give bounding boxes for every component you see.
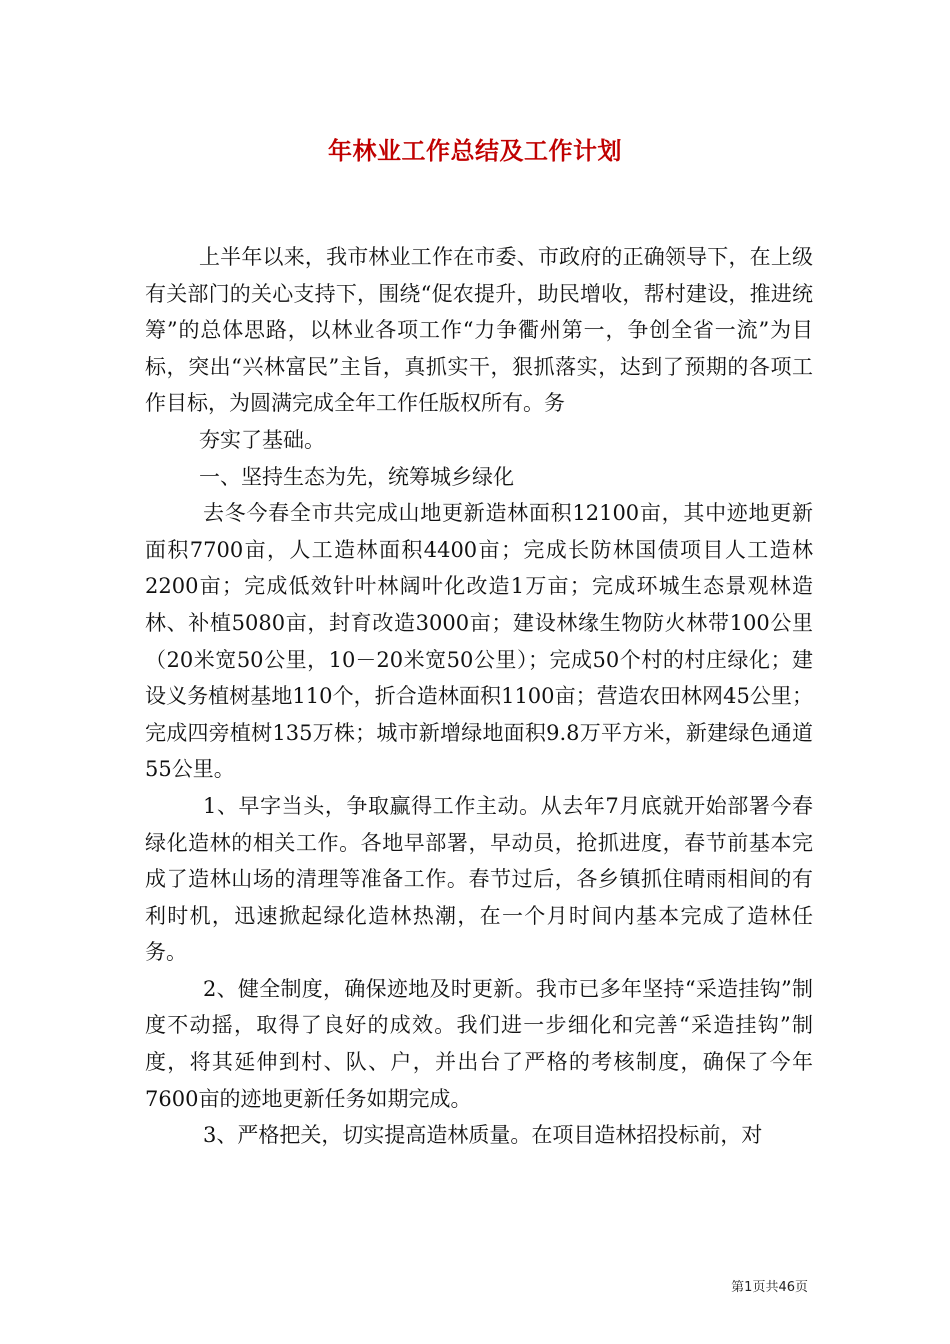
paragraph-item-3: 3、严格把关，切实提高造林质量。在项目造林招投标前，对	[203, 1123, 763, 1148]
paragraph-item-1: 1、早字当头，争取赢得工作主动。从去年7月底就开始部署今春绿化造林的相关工作。各地早部署，早动员，抢抓进度，春节前基本完成了造林山场的清理等准备工作。春节过后，各乡镇抓住晴雨相间的有利时机，迅速掀起绿化造林热潮，在一个月时间内基本完成了造林任务。	[145, 793, 813, 965]
paragraph-afforestation-stats: 去冬今春全市共完成山地更新造林面积12100亩，其中迹地更新面积7700亩，人工造林面积4400亩；完成长防林国债项目人工造林2200亩；完成低效针叶林阔叶化改造1万亩；完成环城生态景观林造林、补植5080亩，封育改造3000亩；建设林缘生物防火林带100公里（20米宽50公里，10－20米宽50公里）；完成50个村的村庄绿化；建设义务植树基地110个，折合造林面积1100亩；营造农田林网45公里；完成四旁植树135万株；城市新增绿地面积9.8万平方米，新建绿色通道55公里。	[145, 501, 813, 782]
section-heading-ecology: 一、坚持生态为先，统筹城乡绿化	[199, 464, 514, 489]
page-number: 第1页共46页	[731, 1280, 808, 1295]
paragraph-item-2: 2、健全制度，确保迹地及时更新。我市已多年坚持“采造挂钩”制度不动摇，取得了良好的成效。我们进一步细化和完善“采造挂钩”制度，将其延伸到村、队、户，并出台了严格的考核制度，确保了今年7600亩的迹地更新任务如期完成。	[145, 976, 813, 1111]
paragraph-intro: 上半年以来，我市林业工作在市委、市政府的正确领导下，在上级有关部门的关心支持下，围绕“促农提升，助民增收，帮村建设，推进统筹”的总体思路，以林业各项工作“力争衢州第一，争创全省一流”为目标，突出“兴林富民”主旨，真抓实干，狠抓落实，达到了预期的各项工作目标，为圆满完成全年工作任版权所有。务	[145, 245, 813, 416]
document-body	[145, 239, 813, 1154]
paragraph-foundation: 夯实了基础。	[199, 427, 325, 452]
document-title: 年林业工作总结及工作计划	[328, 137, 622, 165]
